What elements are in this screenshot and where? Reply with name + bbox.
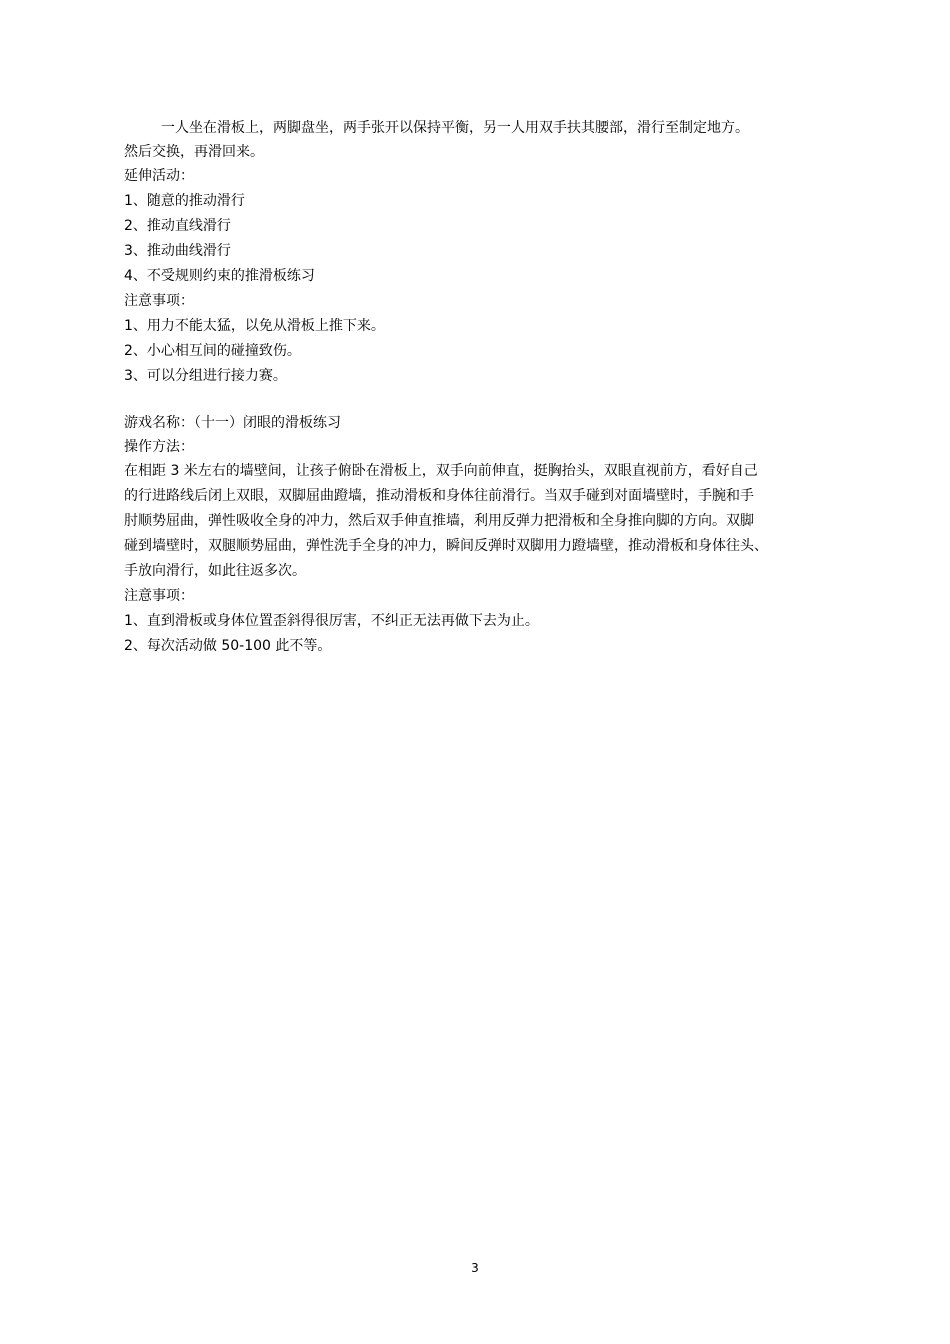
document-body xyxy=(124,116,859,659)
method-line: 在相距 3 米左右的墙壁间，让孩子俯卧在滑板上，双手向前伸直，挺胸抬头，双眼直视前方，看好自己 xyxy=(124,463,758,479)
notes-item: 2、小心相互间的碰撞致伤。 xyxy=(124,343,301,359)
notes-heading: 注意事项： xyxy=(124,588,194,604)
extension-heading: 延伸活动： xyxy=(124,168,194,184)
notes-item: 1、直到滑板或身体位置歪斜得很厉害，不纠正无法再做下去为止。 xyxy=(124,613,539,629)
notes-heading: 注意事项： xyxy=(124,293,194,309)
intro-line: 然后交换，再滑回来。 xyxy=(124,144,264,160)
game-title: 游戏名称：（十一）闭眼的滑板练习 xyxy=(124,415,341,431)
method-line: 的行进路线后闭上双眼，双脚屈曲蹬墙，推动滑板和身体往前滑行。当双手碰到对面墙壁时，手腕和手 xyxy=(124,488,754,504)
notes-item: 1、用力不能太猛，以免从滑板上推下来。 xyxy=(124,318,385,334)
page-number: 3 xyxy=(471,1261,479,1275)
notes-item: 2、每次活动做 50-100 此不等。 xyxy=(124,638,332,654)
intro-line: 一人坐在滑板上，两脚盘坐，两手张开以保持平衡，另一人用双手扶其腰部，滑行至制定地方。 xyxy=(161,120,749,136)
method-line: 手放向滑行，如此往返多次。 xyxy=(124,563,306,579)
extension-item: 3、推动曲线滑行 xyxy=(124,243,231,259)
extension-item: 2、推动直线滑行 xyxy=(124,218,231,234)
method-paragraph xyxy=(124,459,859,584)
method-heading: 操作方法： xyxy=(124,439,194,455)
extension-item: 1、随意的推动滑行 xyxy=(124,193,245,209)
notes-item: 3、可以分组进行接力赛。 xyxy=(124,368,287,384)
method-line: 肘顺势屈曲，弹性吸收全身的冲力，然后双手伸直推墙，利用反弹力把滑板和全身推向脚的方向。双脚 xyxy=(124,513,754,529)
extension-item: 4、不受规则约束的推滑板练习 xyxy=(124,268,315,284)
method-line: 碰到墙壁时，双腿顺势屈曲，弹性洗手全身的冲力，瞬间反弹时双脚用力蹬墙壁，推动滑板和身体往头、 xyxy=(124,538,768,554)
